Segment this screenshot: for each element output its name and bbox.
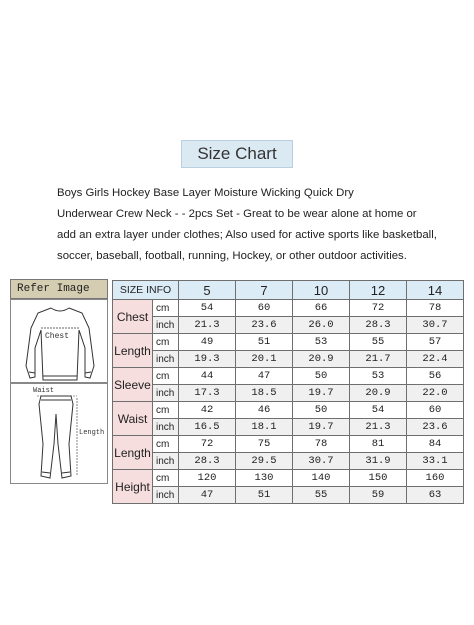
size-value-cell: 31.9 bbox=[350, 453, 407, 470]
unit-label: inch bbox=[153, 487, 179, 504]
size-value-cell: 63 bbox=[407, 487, 464, 504]
size-value-cell: 17.3 bbox=[179, 385, 236, 402]
size-value-cell: 72 bbox=[350, 300, 407, 317]
measurement-label: Length bbox=[113, 334, 153, 368]
length-label: Length bbox=[79, 429, 105, 437]
table-row bbox=[113, 351, 464, 368]
description-line: add an extra layer under clothes; Also used for active sports like basketball, bbox=[57, 229, 437, 241]
table-row bbox=[113, 300, 464, 317]
size-header: 7 bbox=[236, 281, 293, 300]
table-row bbox=[113, 419, 464, 436]
table-header-row bbox=[113, 281, 464, 300]
size-value-cell: 18.5 bbox=[236, 385, 293, 402]
size-value-cell: 28.3 bbox=[350, 317, 407, 334]
pants-diagram bbox=[10, 383, 108, 484]
size-value-cell: 75 bbox=[236, 436, 293, 453]
size-value-cell: 47 bbox=[179, 487, 236, 504]
description-line: Underwear Crew Neck - - 2pcs Set - Great to be wear alone at home or bbox=[57, 208, 417, 220]
size-value-cell: 57 bbox=[407, 334, 464, 351]
shirt-diagram bbox=[10, 299, 108, 383]
unit-label: cm bbox=[153, 402, 179, 419]
size-value-cell: 23.6 bbox=[236, 317, 293, 334]
size-value-cell: 20.9 bbox=[350, 385, 407, 402]
size-value-cell: 60 bbox=[236, 300, 293, 317]
measurement-label: Chest bbox=[113, 300, 153, 334]
size-value-cell: 50 bbox=[293, 368, 350, 385]
product-description bbox=[57, 183, 437, 267]
size-value-cell: 20.9 bbox=[293, 351, 350, 368]
size-value-cell: 54 bbox=[350, 402, 407, 419]
table-row bbox=[113, 368, 464, 385]
size-value-cell: 29.5 bbox=[236, 453, 293, 470]
size-value-cell: 28.3 bbox=[179, 453, 236, 470]
refer-image-header: Refer Image bbox=[10, 279, 108, 299]
size-value-cell: 20.1 bbox=[236, 351, 293, 368]
size-value-cell: 60 bbox=[407, 402, 464, 419]
unit-label: inch bbox=[153, 453, 179, 470]
size-header: 5 bbox=[179, 281, 236, 300]
size-value-cell: 72 bbox=[179, 436, 236, 453]
size-value-cell: 55 bbox=[350, 334, 407, 351]
size-value-cell: 160 bbox=[407, 470, 464, 487]
size-value-cell: 78 bbox=[293, 436, 350, 453]
size-value-cell: 54 bbox=[179, 300, 236, 317]
size-value-cell: 23.6 bbox=[407, 419, 464, 436]
measurement-label: Sleeve bbox=[113, 368, 153, 402]
description-line: soccer, baseball, football, running, Hockey, or other outdoor activities. bbox=[57, 250, 407, 262]
unit-label: cm bbox=[153, 436, 179, 453]
size-value-cell: 18.1 bbox=[236, 419, 293, 436]
size-value-cell: 42 bbox=[179, 402, 236, 419]
size-value-cell: 50 bbox=[293, 402, 350, 419]
size-value-cell: 130 bbox=[236, 470, 293, 487]
size-value-cell: 53 bbox=[293, 334, 350, 351]
unit-label: inch bbox=[153, 419, 179, 436]
unit-label: inch bbox=[153, 317, 179, 334]
size-value-cell: 19.7 bbox=[293, 419, 350, 436]
size-value-cell: 51 bbox=[236, 487, 293, 504]
size-value-cell: 120 bbox=[179, 470, 236, 487]
size-value-cell: 21.3 bbox=[350, 419, 407, 436]
size-header: 10 bbox=[293, 281, 350, 300]
size-value-cell: 16.5 bbox=[179, 419, 236, 436]
shirt-icon bbox=[11, 300, 109, 384]
size-value-cell: 30.7 bbox=[293, 453, 350, 470]
measurement-label: Height bbox=[113, 470, 153, 504]
size-value-cell: 44 bbox=[179, 368, 236, 385]
table-row bbox=[113, 487, 464, 504]
size-value-cell: 21.7 bbox=[350, 351, 407, 368]
size-value-cell: 78 bbox=[407, 300, 464, 317]
size-info-header: SIZE INFO bbox=[113, 281, 179, 300]
size-value-cell: 84 bbox=[407, 436, 464, 453]
size-value-cell: 66 bbox=[293, 300, 350, 317]
size-value-cell: 47 bbox=[236, 368, 293, 385]
size-chart-title: Size Chart bbox=[181, 140, 293, 168]
size-value-cell: 140 bbox=[293, 470, 350, 487]
unit-label: cm bbox=[153, 470, 179, 487]
unit-label: cm bbox=[153, 368, 179, 385]
size-value-cell: 22.4 bbox=[407, 351, 464, 368]
size-value-cell: 22.0 bbox=[407, 385, 464, 402]
table-row bbox=[113, 402, 464, 419]
size-value-cell: 33.1 bbox=[407, 453, 464, 470]
chest-label: Chest bbox=[45, 332, 70, 341]
table-row bbox=[113, 385, 464, 402]
description-line: Boys Girls Hockey Base Layer Moisture Wicking Quick Dry bbox=[57, 187, 354, 199]
measurement-label: Length bbox=[113, 436, 153, 470]
size-value-cell: 51 bbox=[236, 334, 293, 351]
size-value-cell: 56 bbox=[407, 368, 464, 385]
table-row bbox=[113, 436, 464, 453]
size-value-cell: 150 bbox=[350, 470, 407, 487]
size-header: 12 bbox=[350, 281, 407, 300]
table-row bbox=[113, 317, 464, 334]
size-value-cell: 49 bbox=[179, 334, 236, 351]
table-row bbox=[113, 334, 464, 351]
size-table bbox=[112, 280, 464, 504]
unit-label: cm bbox=[153, 334, 179, 351]
table-row bbox=[113, 470, 464, 487]
size-header: 14 bbox=[407, 281, 464, 300]
size-value-cell: 55 bbox=[293, 487, 350, 504]
size-value-cell: 21.3 bbox=[179, 317, 236, 334]
waist-label: Waist bbox=[33, 387, 55, 395]
unit-label: inch bbox=[153, 351, 179, 368]
measurement-label: Waist bbox=[113, 402, 153, 436]
size-value-cell: 19.3 bbox=[179, 351, 236, 368]
unit-label: inch bbox=[153, 385, 179, 402]
size-value-cell: 19.7 bbox=[293, 385, 350, 402]
size-value-cell: 53 bbox=[350, 368, 407, 385]
size-value-cell: 81 bbox=[350, 436, 407, 453]
size-value-cell: 59 bbox=[350, 487, 407, 504]
size-value-cell: 26.0 bbox=[293, 317, 350, 334]
unit-label: cm bbox=[153, 300, 179, 317]
size-value-cell: 46 bbox=[236, 402, 293, 419]
table-row bbox=[113, 453, 464, 470]
size-value-cell: 30.7 bbox=[407, 317, 464, 334]
